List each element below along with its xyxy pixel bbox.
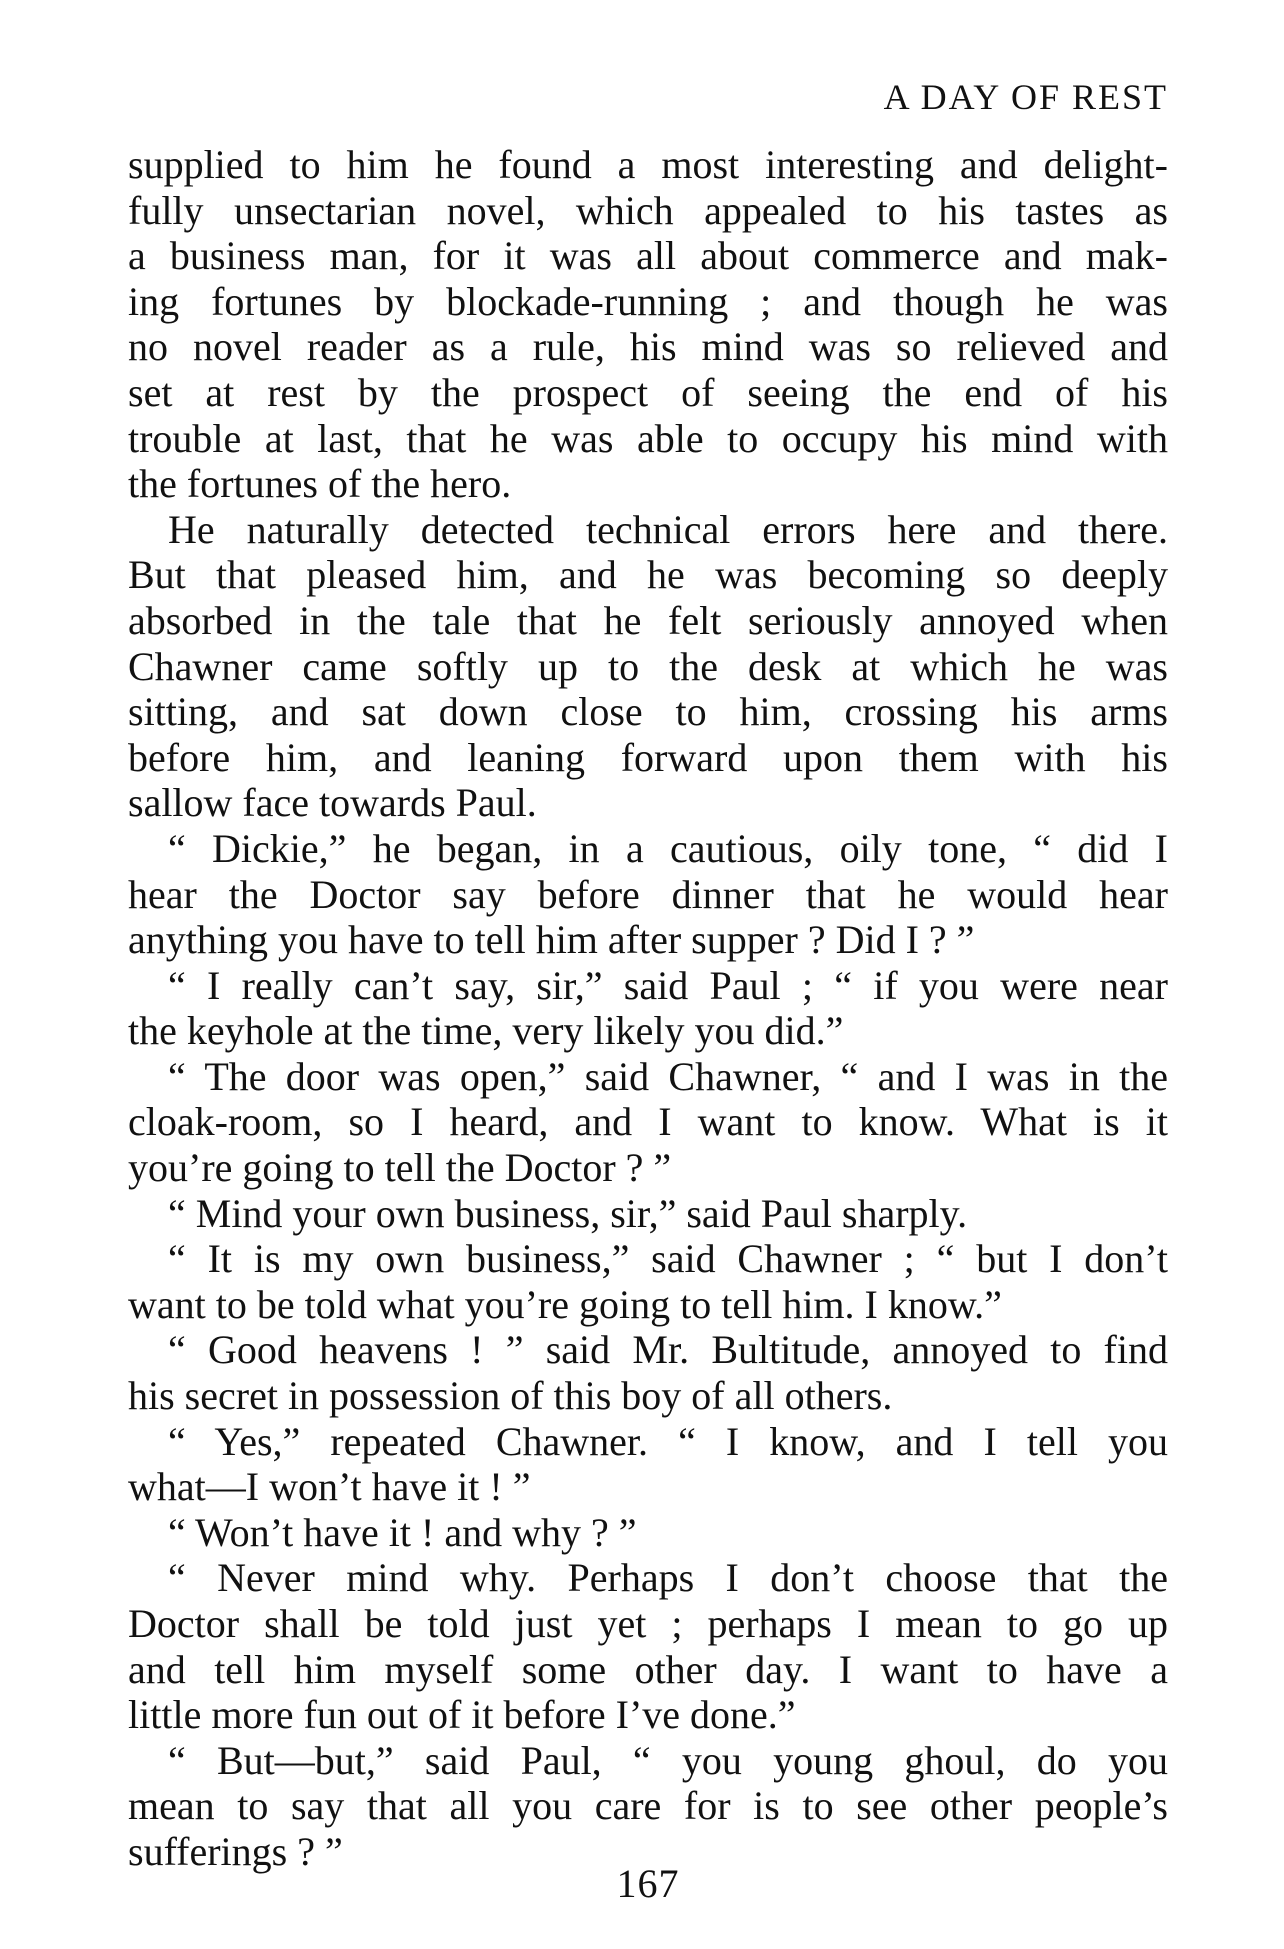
text-line: “ But—but,” said Paul, “ you young ghoul, do you (168, 1737, 1168, 1783)
text-line: “ I really can’t say, sir,” said Paul ; “ if you were near (168, 962, 1168, 1008)
text-line: sallow face towards Paul. (128, 780, 537, 826)
text-line: a business man, for it was all about commerce and mak- (128, 233, 1168, 279)
text-line: the keyhole at the time, very likely you did.” (128, 1008, 844, 1054)
page-number: 167 (616, 1861, 680, 1906)
text-line: “ Won’t have it ! and why ? ” (168, 1509, 637, 1555)
text-line: trouble at last, that he was able to occupy his mind with (128, 415, 1168, 461)
text-line: supplied to him he found a most interesting and delight- (128, 142, 1168, 187)
text-line: his secret in possession of this boy of all others. (128, 1373, 893, 1419)
text-line: But that pleased him, and he was becoming so deeply (128, 552, 1168, 598)
text-line: “ Mind your own business, sir,” said Paul sharply. (168, 1190, 968, 1236)
text-line: “ Never mind why. Perhaps I don’t choose that the (168, 1555, 1168, 1601)
text-line: cloak-room, so I heard, and I want to know. What is it (128, 1099, 1168, 1145)
text-line: hear the Doctor say before dinner that he would hear (128, 871, 1168, 917)
text-line: “ Good heavens ! ” said Mr. Bultitude, annoyed to find (168, 1327, 1168, 1373)
text-line: absorbed in the tale that he felt seriously annoyed when (128, 597, 1168, 643)
text-line: “ The door was open,” said Chawner, “ and I was in the (168, 1053, 1168, 1099)
text-line: sitting, and sat down close to him, crossing his arms (128, 689, 1168, 735)
text-line: ing fortunes by blockade-running ; and though he was (128, 278, 1168, 324)
text-line: want to be told what you’re going to tell him. I know.” (128, 1281, 1002, 1327)
text-line: before him, and leaning forward upon them with his (128, 734, 1168, 780)
text-line: little more fun out of it before I’ve done.” (128, 1692, 796, 1738)
text-line: and tell him myself some other day. I want to have a (128, 1646, 1168, 1692)
running-head: A DAY OF REST (883, 77, 1168, 117)
text-line: mean to say that all you care for is to see other people’s (128, 1783, 1168, 1829)
text-line: sufferings ? ” (128, 1828, 343, 1874)
text-line: fully unsectarian novel, which appealed to his tastes as (128, 187, 1168, 233)
text-line: “ Yes,” repeated Chawner. “ I know, and I tell you (168, 1418, 1168, 1464)
text-line: He naturally detected technical errors here and there. (168, 506, 1168, 552)
text-line: Doctor shall be told just yet ; perhaps I mean to go up (128, 1601, 1168, 1646)
text-line: set at rest by the prospect of seeing the end of his (128, 369, 1168, 415)
body-text (128, 142, 1168, 1875)
text-line: what—I won’t have it ! ” (128, 1464, 531, 1510)
text-line: the fortunes of the hero. (128, 461, 512, 507)
book-page (128, 72, 1168, 1912)
text-line: you’re going to tell the Doctor ? ” (128, 1145, 672, 1191)
text-line: no novel reader as a rule, his mind was so relieved and (128, 324, 1168, 370)
text-line: Chawner came softly up to the desk at which he was (128, 643, 1168, 689)
text-line: “ It is my own business,” said Chawner ; “ but I don’t (168, 1236, 1168, 1282)
text-line: “ Dickie,” he began, in a cautious, oily tone, “ did I (168, 825, 1168, 871)
text-line: anything you have to tell him after supper ? Did I ? ” (128, 917, 975, 963)
